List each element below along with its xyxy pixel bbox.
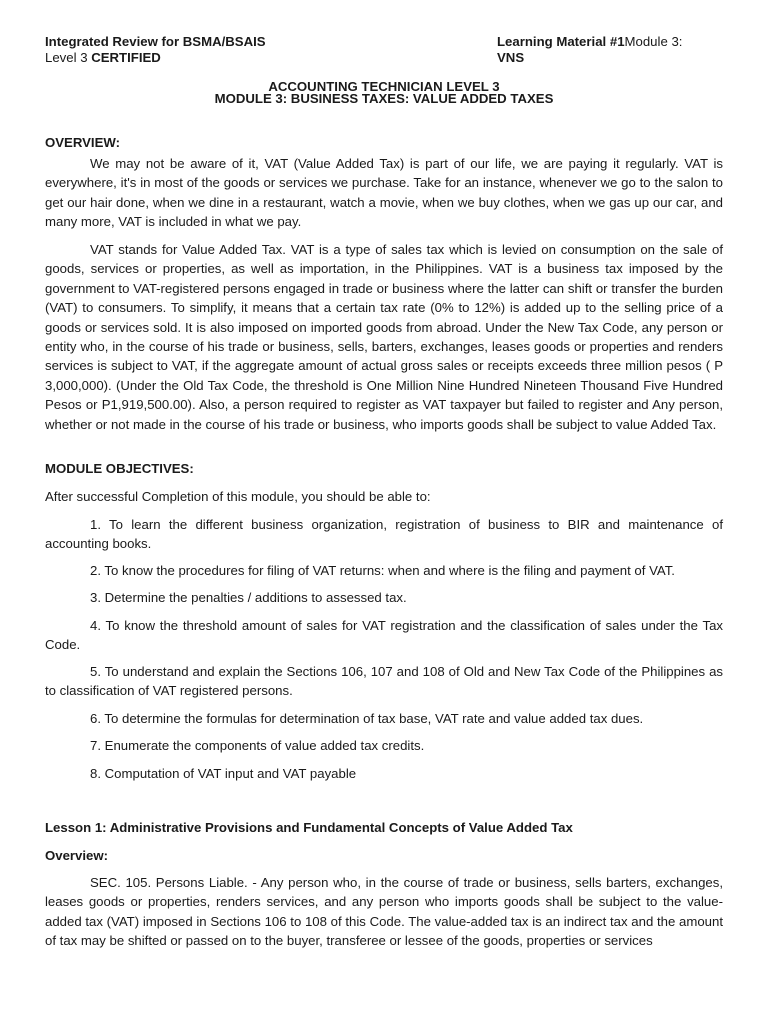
document-title-line1: ACCOUNTING TECHNICIAN LEVEL 3 bbox=[268, 79, 500, 94]
objective-item-6 bbox=[45, 709, 723, 728]
objective-item-3 bbox=[45, 588, 723, 607]
objectives-heading: MODULE OBJECTIVES: bbox=[45, 461, 194, 476]
objective-item-8 bbox=[45, 764, 723, 783]
document-title-line2: MODULE 3: BUSINESS TAXES: VALUE ADDED TAXES bbox=[214, 91, 554, 106]
header-learning-material-label: Learning Material #1 bbox=[497, 34, 625, 49]
overview-heading: OVERVIEW: bbox=[45, 135, 120, 150]
objective-item-7-text: 7. Enumerate the components of value added tax credits. bbox=[90, 738, 425, 753]
overview-paragraph-1-text: We may not be aware of it, VAT (Value Added Tax) is part of our life, we are paying it regularly. VAT is everywhere, it's in most of the goods or services we purchase. Take for an instance, whenever we go to the salon to get our hair done, when we dine in a restaurant, watch a movie, when we buy clothes, when we gas up our car, and many more, VAT is included in what we pay. bbox=[45, 156, 723, 230]
objective-item-4 bbox=[45, 616, 723, 655]
objective-item-3-text: 3. Determine the penalties / additions to assessed tax. bbox=[90, 590, 407, 605]
header-level-certified: CERTIFIED bbox=[91, 50, 161, 65]
objective-item-2-text: 2. To know the procedures for filing of VAT returns: when and where is the filing and payment of VAT. bbox=[90, 563, 675, 578]
objective-item-8-text: 8. Computation of VAT input and VAT payable bbox=[90, 766, 357, 781]
header-level-prefix: Level 3 bbox=[45, 50, 92, 65]
lesson1-paragraph bbox=[45, 873, 723, 951]
header-course-title: Integrated Review for BSMA/BSAIS bbox=[45, 34, 266, 49]
objectives-intro: After successful Completion of this module, you should be able to: bbox=[45, 489, 431, 504]
lesson1-paragraph-text: SEC. 105. Persons Liable. - Any person who, in the course of trade or business, sells barters, exchanges, leases goods or properties, renders services, and any person who imports goods shall be subject to the value-added tax (VAT) imposed in Sections 106 to 108 of this Code. The value-added tax is an indirect tax and the amount of tax may be shifted or passed on to the buyer, transferee or lessee of the goods, properties or services bbox=[45, 875, 723, 949]
overview-paragraph-2-text: VAT stands for Value Added Tax. VAT is a type of sales tax which is levied on consumption on the sale of goods, services or properties, as well as importation, in the Philippines. VAT is a business tax imposed by the government to VAT-registered persons engaged in trade or business where the latter can shift or transfer the burden (VAT) to consumers. To simplify, it means that a certain tax rate (0% to 12%) is added up to the selling price of a goods or services sold. It is also imposed on imported goods from abroad. Under the New Tax Code, any person or entity who, in the course of his trade or business, sells, barters, exchanges, leases goods or properties and renders services is subject to VAT, if the aggregate amount of actual gross sales or receipts exceeds three million pesos ( P 3,000,000). (Under the Old Tax Code, the threshold is One Million Nine Hundred Nineteen Thousand Five Hundred Pesos or P1,919,500.00). Also, a person required to register as VAT taxpayer but failed to register and Any person, whether or not made in the course of his trade or business, who imports goods shall be subject to value Added Tax. bbox=[45, 242, 723, 432]
objective-item-7 bbox=[45, 736, 723, 755]
header-level bbox=[45, 50, 161, 66]
lesson1-heading: Lesson 1: Administrative Provisions and Fundamental Concepts of Value Added Tax bbox=[45, 820, 573, 835]
objective-item-1-text: 1. To learn the different business organization, registration of business to BIR and maintenance of accounting books. bbox=[45, 517, 723, 552]
objective-item-2 bbox=[45, 561, 723, 580]
objective-item-5 bbox=[45, 662, 723, 701]
objective-item-5-text: 5. To understand and explain the Sections 106, 107 and 108 of Old and New Tax Code of the Philippines as to classification of VAT registered persons. bbox=[45, 664, 723, 699]
overview-paragraph-1 bbox=[45, 154, 723, 232]
header-module-code: VNS bbox=[497, 50, 525, 65]
objective-item-1 bbox=[45, 515, 723, 554]
overview-paragraph-2 bbox=[45, 240, 723, 434]
lesson1-overview-heading: Overview: bbox=[45, 848, 109, 863]
objective-item-4-text: 4. To know the threshold amount of sales for VAT registration and the classification of sales under the Tax Code. bbox=[45, 618, 723, 653]
header-learning-material bbox=[497, 34, 682, 50]
header-module-label: Module 3: bbox=[624, 34, 683, 49]
objective-item-6-text: 6. To determine the formulas for determination of tax base, VAT rate and value added tax dues. bbox=[90, 711, 644, 726]
